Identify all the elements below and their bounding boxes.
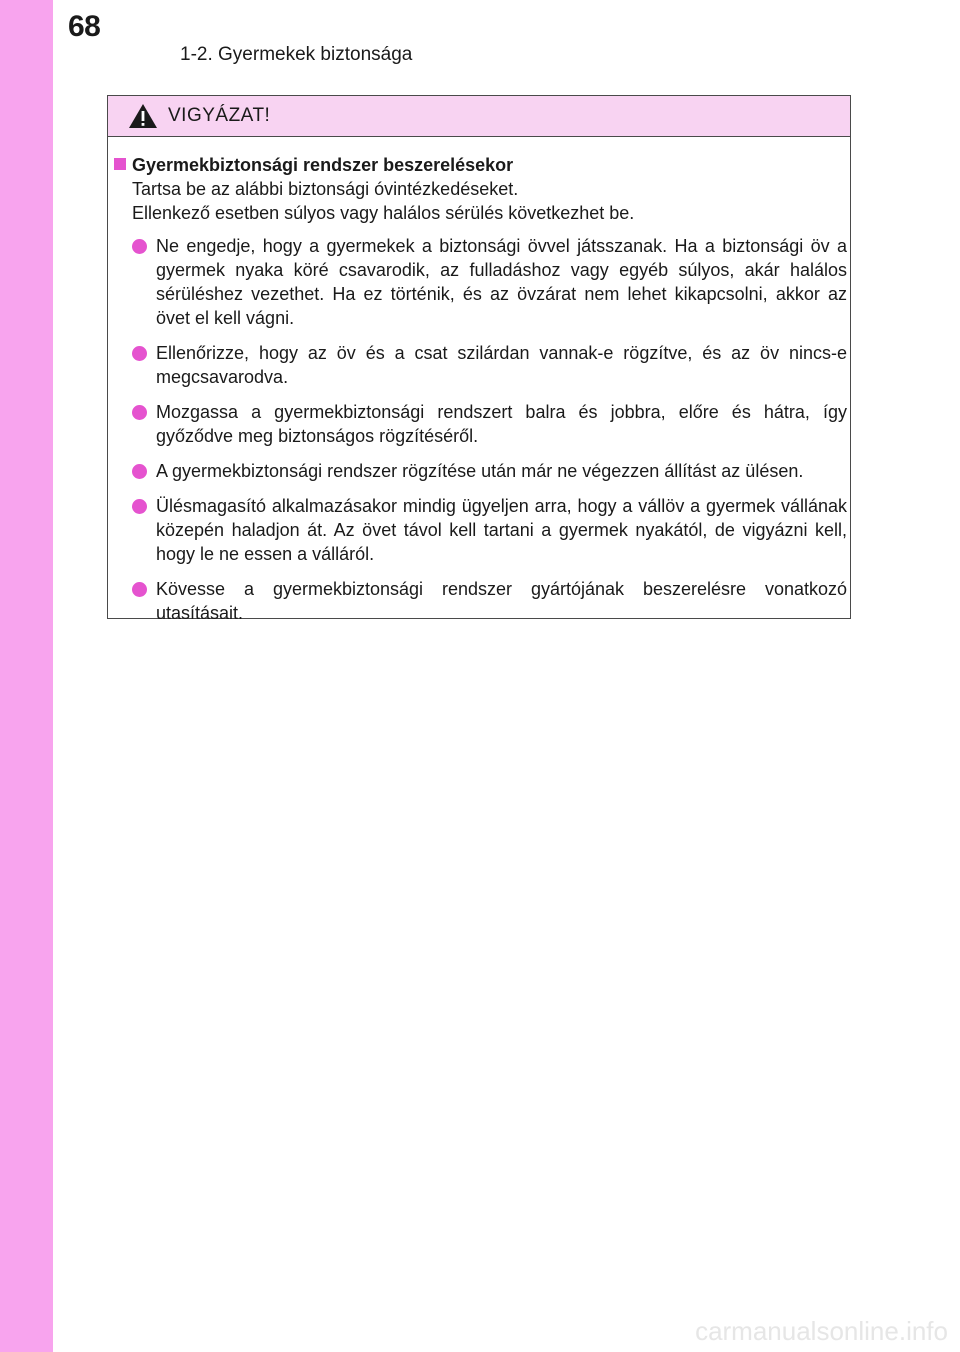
caution-list (132, 234, 847, 636)
list-item-text: Ne engedje, hogy a gyermekek a biztonsági övvel játsszanak. Ha a biztonsági öv a gyermek nyaka köré csavarodik, az fulladáshoz vagy egyéb súlyos, akár halálos sérüléshez vezethet. Ha ez történik, és az övzárat nem lehet kikapcsolni, akkor az övet el kell vágni. (156, 236, 847, 328)
caution-box (107, 95, 851, 623)
side-color-strip (0, 0, 53, 1352)
section-title: 1-2. Gyermekek biztonsága (180, 44, 413, 65)
circle-bullet-icon (132, 405, 147, 420)
list-item-text: Mozgassa a gyermekbiztonsági rendszert balra és jobbra, előre és hátra, így győződve meg biztonságos rögzítéséről. (156, 402, 847, 446)
circle-bullet-icon (132, 239, 147, 254)
list-item (132, 400, 847, 448)
list-item (132, 577, 847, 625)
list-item-text: Ülésmagasító alkalmazásakor mindig ügyeljen arra, hogy a vállöv a gyermek vállának közepén haladjon át. Az övet távol kell tartani a gyermek nyakától, de vigyázni kell, hogy le ne essen a válláról. (156, 496, 847, 564)
caution-header (108, 96, 850, 137)
caution-intro (132, 177, 832, 225)
circle-bullet-icon (132, 346, 147, 361)
circle-bullet-icon (132, 464, 147, 479)
watermark: carmanualsonline.info (695, 1316, 948, 1346)
list-item (132, 234, 847, 330)
list-item-text: Ellenőrizze, hogy az öv és a csat szilárdan vannak-e rögzítve, és az öv nincs-e megcsavarodva. (156, 343, 847, 387)
caution-heading (114, 153, 513, 177)
intro-line: Tartsa be az alábbi biztonsági óvintézkedéseket. (132, 179, 519, 199)
square-bullet-icon (114, 158, 126, 170)
list-item (132, 459, 847, 483)
list-item (132, 494, 847, 566)
list-item-text: Kövesse a gyermekbiztonsági rendszer gyártójának beszerelésre vonatkozó utasításait. (156, 579, 847, 623)
page-number: 68 (68, 10, 101, 43)
caution-heading-text: Gyermekbiztonsági rendszer beszerelésekor (132, 155, 514, 175)
list-item (132, 341, 847, 389)
circle-bullet-icon (132, 499, 147, 514)
circle-bullet-icon (132, 582, 147, 597)
intro-line: Ellenkező esetben súlyos vagy halálos sérülés következhet be. (132, 203, 635, 223)
warning-triangle-icon (128, 103, 158, 129)
list-item-text: A gyermekbiztonsági rendszer rögzítése után már ne végezzen állítást az ülésen. (156, 461, 804, 481)
caution-label: VIGYÁZAT! (168, 105, 271, 126)
